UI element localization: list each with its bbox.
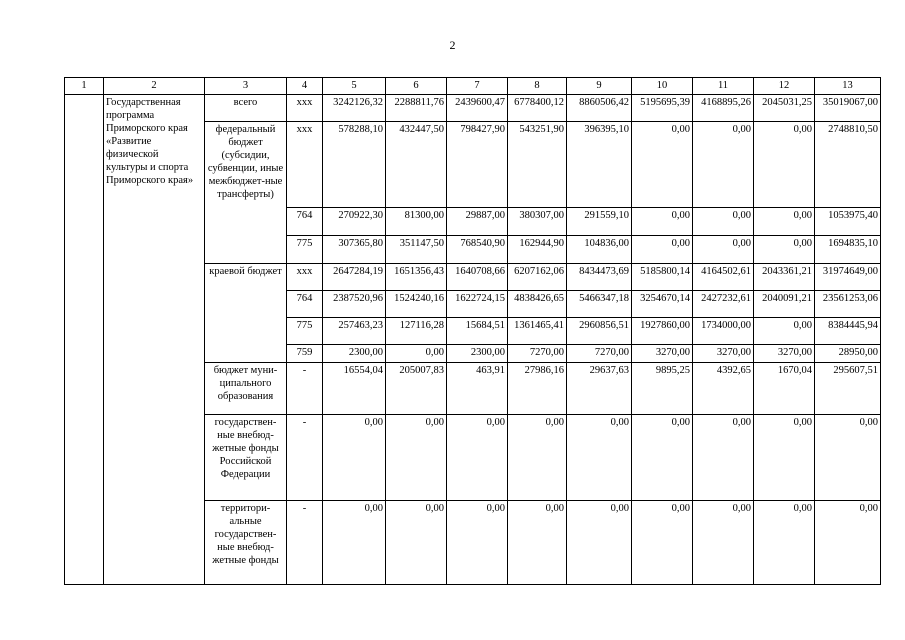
value-cell: 27986,16 [508, 363, 567, 415]
header-cell: 9 [567, 78, 632, 95]
value-cell: 0,00 [567, 501, 632, 585]
value-cell: 1640708,66 [447, 264, 508, 291]
value-cell: 798427,90 [447, 122, 508, 208]
value-cell: 15684,51 [447, 318, 508, 345]
value-cell: 8860506,42 [567, 95, 632, 122]
value-cell: 0,00 [323, 501, 386, 585]
header-cell: 6 [386, 78, 447, 95]
value-cell: 4838426,65 [508, 291, 567, 318]
header-cell: 12 [754, 78, 815, 95]
header-row [65, 78, 881, 95]
value-cell: 1361465,41 [508, 318, 567, 345]
value-cell: 1053975,40 [815, 208, 881, 236]
value-cell: 2387520,96 [323, 291, 386, 318]
value-cell: 295607,51 [815, 363, 881, 415]
header-cell: 11 [693, 78, 754, 95]
value-cell: 0,00 [567, 415, 632, 501]
value-cell: 1651356,43 [386, 264, 447, 291]
value-cell: 0,00 [632, 236, 693, 264]
header-cell: 5 [323, 78, 386, 95]
value-cell: 23561253,06 [815, 291, 881, 318]
value-cell: 2045031,25 [754, 95, 815, 122]
value-cell: 270922,30 [323, 208, 386, 236]
source-label: краевой бюджет [205, 264, 287, 363]
value-cell: 543251,90 [508, 122, 567, 208]
value-cell: 5185800,14 [632, 264, 693, 291]
code-cell: - [287, 363, 323, 415]
value-cell: 0,00 [754, 236, 815, 264]
number-cell [65, 95, 104, 585]
value-cell: 0,00 [693, 208, 754, 236]
value-cell: 3254670,14 [632, 291, 693, 318]
header-cell: 2 [104, 78, 205, 95]
value-cell: 0,00 [815, 501, 881, 585]
value-cell: 432447,50 [386, 122, 447, 208]
value-cell: 2960856,51 [567, 318, 632, 345]
code-cell: 764 [287, 291, 323, 318]
value-cell: 3270,00 [754, 345, 815, 363]
value-cell: 0,00 [815, 415, 881, 501]
header-cell: 8 [508, 78, 567, 95]
value-cell: 0,00 [323, 415, 386, 501]
value-cell: 6207162,06 [508, 264, 567, 291]
value-cell: 162944,90 [508, 236, 567, 264]
value-cell: 0,00 [632, 415, 693, 501]
value-cell: 28950,00 [815, 345, 881, 363]
value-cell: 7270,00 [508, 345, 567, 363]
value-cell: 2748810,50 [815, 122, 881, 208]
code-cell: 764 [287, 208, 323, 236]
value-cell: 307365,80 [323, 236, 386, 264]
value-cell: 0,00 [447, 501, 508, 585]
header-cell: 10 [632, 78, 693, 95]
value-cell: 0,00 [632, 122, 693, 208]
page-number: 2 [449, 38, 456, 52]
value-cell: 0,00 [508, 501, 567, 585]
value-cell: 0,00 [754, 208, 815, 236]
value-cell: 0,00 [754, 415, 815, 501]
value-cell: 6778400,12 [508, 95, 567, 122]
value-cell: 578288,10 [323, 122, 386, 208]
value-cell: 5466347,18 [567, 291, 632, 318]
value-cell: 2043361,21 [754, 264, 815, 291]
budget-table [64, 77, 881, 585]
value-cell: 0,00 [508, 415, 567, 501]
value-cell: 7270,00 [567, 345, 632, 363]
source-label: всего [205, 95, 287, 122]
value-cell: 0,00 [754, 122, 815, 208]
source-label: федеральный бюджет (субсидии, субвенции, иные межбюджет-ные трансферты) [205, 122, 287, 264]
code-cell: 775 [287, 318, 323, 345]
source-label: бюджет муни-ципального образования [205, 363, 287, 415]
value-cell: 3242126,32 [323, 95, 386, 122]
source-label: государствен-ные внебюд-жетные фонды Российской Федерации [205, 415, 287, 501]
value-cell: 0,00 [754, 318, 815, 345]
code-cell: 759 [287, 345, 323, 363]
value-cell: 1734000,00 [693, 318, 754, 345]
value-cell: 29887,00 [447, 208, 508, 236]
value-cell: 35019067,00 [815, 95, 881, 122]
value-cell: 205007,83 [386, 363, 447, 415]
value-cell: 0,00 [693, 415, 754, 501]
value-cell: 3270,00 [632, 345, 693, 363]
value-cell: 4164502,61 [693, 264, 754, 291]
value-cell: 81300,00 [386, 208, 447, 236]
value-cell: 0,00 [386, 345, 447, 363]
value-cell: 0,00 [754, 501, 815, 585]
value-cell: 8384445,94 [815, 318, 881, 345]
value-cell: 351147,50 [386, 236, 447, 264]
value-cell: 2439600,47 [447, 95, 508, 122]
value-cell: 104836,00 [567, 236, 632, 264]
program-name: Государственная программа Приморского края «Развитие физической культуры и спорта Приморского края» [104, 95, 205, 585]
code-cell: ххх [287, 95, 323, 122]
value-cell: 0,00 [447, 415, 508, 501]
value-cell: 16554,04 [323, 363, 386, 415]
code-cell: - [287, 415, 323, 501]
value-cell: 2040091,21 [754, 291, 815, 318]
value-cell: 380307,00 [508, 208, 567, 236]
value-cell: 31974649,00 [815, 264, 881, 291]
value-cell: 1622724,15 [447, 291, 508, 318]
value-cell: 0,00 [386, 501, 447, 585]
value-cell: 0,00 [632, 501, 693, 585]
code-cell: 775 [287, 236, 323, 264]
value-cell: 1524240,16 [386, 291, 447, 318]
value-cell: 2288811,76 [386, 95, 447, 122]
value-cell: 0,00 [693, 122, 754, 208]
value-cell: 3270,00 [693, 345, 754, 363]
value-cell: 463,91 [447, 363, 508, 415]
header-cell: 4 [287, 78, 323, 95]
value-cell: 1927860,00 [632, 318, 693, 345]
value-cell: 768540,90 [447, 236, 508, 264]
value-cell: 0,00 [693, 501, 754, 585]
value-cell: 0,00 [632, 208, 693, 236]
code-cell: - [287, 501, 323, 585]
value-cell: 0,00 [693, 236, 754, 264]
value-cell: 2300,00 [323, 345, 386, 363]
header-cell: 7 [447, 78, 508, 95]
value-cell: 9895,25 [632, 363, 693, 415]
code-cell: ххх [287, 122, 323, 208]
value-cell: 29637,63 [567, 363, 632, 415]
value-cell: 396395,10 [567, 122, 632, 208]
value-cell: 4392,65 [693, 363, 754, 415]
value-cell: 1670,04 [754, 363, 815, 415]
value-cell: 4168895,26 [693, 95, 754, 122]
value-cell: 127116,28 [386, 318, 447, 345]
value-cell: 5195695,39 [632, 95, 693, 122]
value-cell: 291559,10 [567, 208, 632, 236]
header-cell: 1 [65, 78, 104, 95]
value-cell: 8434473,69 [567, 264, 632, 291]
value-cell: 1694835,10 [815, 236, 881, 264]
source-label: территори-альные государствен-ные внебюд-жетные фонды [205, 501, 287, 585]
table-row [65, 95, 881, 122]
header-cell: 13 [815, 78, 881, 95]
code-cell: ххх [287, 264, 323, 291]
value-cell: 0,00 [386, 415, 447, 501]
value-cell: 257463,23 [323, 318, 386, 345]
value-cell: 2427232,61 [693, 291, 754, 318]
header-cell: 3 [205, 78, 287, 95]
value-cell: 2647284,19 [323, 264, 386, 291]
value-cell: 2300,00 [447, 345, 508, 363]
